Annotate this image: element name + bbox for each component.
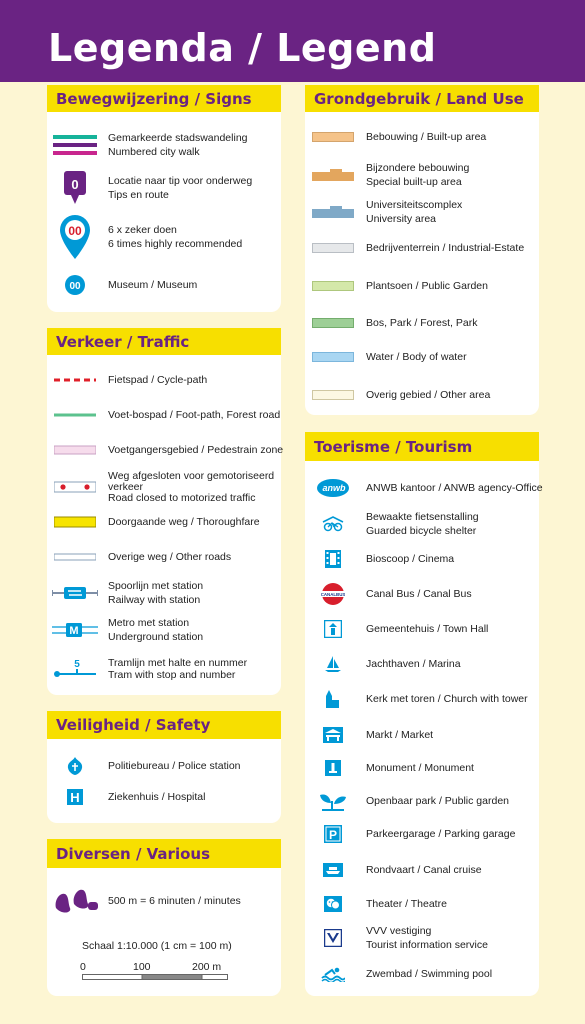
svg-text:H: H	[70, 790, 80, 805]
legend-row	[306, 923, 488, 953]
header-bar	[0, 0, 585, 82]
canal-bus-icon	[306, 579, 360, 609]
industrial-swatch	[306, 233, 360, 263]
swatch-fill	[312, 243, 354, 253]
legend-row	[48, 751, 241, 781]
legend-row	[48, 365, 207, 395]
legend-row	[306, 544, 454, 574]
legend-label: Rondvaart / Canal cruise	[366, 864, 482, 876]
legend-label: Gemarkeerde stadswandeling Numbered city walk	[108, 132, 248, 158]
legend-label: Bijzondere bebouwing Special built-up area	[366, 162, 470, 188]
swimming-pool-icon	[306, 959, 360, 989]
svg-text:0: 0	[71, 177, 79, 192]
legend-label: Voet-bospad / Foot-path, Forest road	[108, 409, 281, 421]
foot-path-icon	[48, 400, 102, 430]
legend-row	[306, 959, 492, 989]
swatch-fill	[312, 318, 354, 328]
tourism-title: Toerisme / Tourism	[305, 432, 539, 461]
page-title: Legenda / Legend	[48, 26, 437, 70]
swatch-fill	[312, 281, 354, 291]
legend-row	[306, 855, 482, 885]
university-swatch	[306, 197, 360, 227]
legend-label: Plantsoen / Public Garden	[366, 280, 488, 292]
swatch-fill	[312, 390, 354, 400]
legend-label: Canal Bus / Canal Bus	[366, 588, 472, 600]
legend-row	[306, 614, 488, 644]
church-icon	[306, 684, 360, 714]
legend-label: Politiebureau / Police station	[108, 760, 241, 772]
legend-row	[48, 615, 203, 645]
special-built-up-swatch	[306, 160, 360, 190]
tram-stop-icon	[48, 652, 102, 686]
anwb-icon	[306, 473, 360, 503]
vvv-icon	[306, 923, 360, 953]
market-icon	[306, 720, 360, 750]
legend-row	[306, 197, 462, 227]
legend-label: Bioscoop / Cinema	[366, 553, 455, 565]
legend-row	[48, 130, 248, 160]
legend-label: Ziekenhuis / Hospital	[108, 791, 206, 803]
pedestrian-zone-icon	[48, 435, 102, 465]
legend-label: Bebouwing / Built-up area	[366, 131, 487, 143]
traffic-title: Verkeer / Traffic	[47, 328, 281, 355]
legend-label: Gemeentehuis / Town Hall	[366, 623, 489, 635]
legend-label: ANWB kantoor / ANWB agency-Office	[366, 482, 543, 494]
landuse-title: Grondgebruik / Land Use	[305, 85, 539, 112]
legend-row	[48, 469, 274, 505]
svg-text:CANALBUS: CANALBUS	[321, 592, 345, 597]
scale-label: Schaal 1:10.000 (1 cm = 100 m)	[82, 940, 232, 952]
legend-label: Theater / Theatre	[366, 898, 447, 910]
other-area-swatch	[306, 380, 360, 410]
forest-park-swatch	[306, 308, 360, 338]
legend-row	[306, 308, 477, 338]
swatch-fill	[312, 132, 354, 142]
legend-row	[48, 400, 280, 430]
legend-row	[306, 342, 467, 372]
theatre-icon	[306, 889, 360, 919]
legend-row	[306, 473, 543, 503]
legend-row	[306, 271, 488, 301]
svg-text:M: M	[69, 625, 79, 637]
public-garden-icon	[306, 786, 360, 816]
legend-label: Bewaakte fietsenstalling Guarded bicycle shelter	[366, 511, 479, 537]
legend-row	[306, 122, 486, 152]
scale-tick-0: 0	[80, 961, 86, 973]
railway-station-icon	[48, 578, 102, 608]
hospital-icon	[48, 782, 102, 812]
canal-cruise-icon	[306, 855, 360, 885]
legend-row	[306, 889, 447, 919]
legend-label: 500 m = 6 minuten / minutes	[108, 895, 241, 907]
legend-label: Universiteitscomplex University area	[366, 199, 463, 225]
bicycle-shelter-icon	[306, 509, 360, 539]
legend-row	[48, 270, 197, 300]
legend-row	[306, 720, 433, 750]
svg-text:00: 00	[68, 224, 82, 238]
legend-label: Markt / Market	[366, 729, 434, 741]
svg-text:anwb: anwb	[322, 483, 346, 493]
legend-label: Jachthaven / Marina	[366, 658, 461, 670]
legend-row	[48, 652, 247, 686]
built-up-swatch	[306, 122, 360, 152]
legend-row	[306, 786, 509, 816]
footprints-icon	[48, 886, 102, 916]
legend-row	[48, 435, 283, 465]
legend-label: Bos, Park / Forest, Park	[366, 317, 478, 329]
purple-pin-icon	[48, 170, 102, 206]
public-garden-swatch	[306, 271, 360, 301]
city-walk-lines-icon	[48, 130, 102, 160]
legend-label: 6 x zeker doen 6 times highly recommended	[108, 224, 243, 250]
legend-row	[306, 579, 472, 609]
legend-row	[306, 819, 515, 849]
legend-row	[306, 753, 474, 783]
blue-pin-icon	[48, 214, 102, 260]
legend-label: VVV vestiging Tourist information service	[366, 925, 488, 951]
museum-circle-icon	[48, 270, 102, 300]
legend-row	[306, 684, 528, 714]
legend-label: Monument / Monument	[366, 762, 474, 774]
legend-label: Fietspad / Cycle-path	[108, 374, 208, 386]
legend-row	[306, 509, 479, 539]
metro-station-icon	[48, 615, 102, 645]
safety-title: Veiligheid / Safety	[47, 711, 281, 739]
legend-label: Weg afgesloten voor gemotoriseerd verkeer Road closed to motorized traffic	[108, 469, 275, 504]
legend-row	[48, 782, 205, 812]
legend-row	[306, 160, 469, 190]
legend-label: Water / Body of water	[366, 351, 467, 363]
legend-label: Museum / Museum	[108, 279, 198, 291]
legend-label: Voetgangersgebied / Pedestrain zone	[108, 444, 284, 456]
svg-text:P: P	[328, 828, 338, 842]
legend-label: Bedrijventerrein / Industrial-Estate	[366, 242, 525, 254]
legend-label: Locatie naar tip voor onderweg Tips en route	[108, 175, 253, 201]
legend-row	[48, 214, 242, 260]
legend-row	[306, 649, 461, 679]
monument-icon	[306, 753, 360, 783]
cinema-icon	[306, 544, 360, 574]
swatch-fill	[312, 352, 354, 362]
legend-label: Metro met station Underground station	[108, 617, 204, 643]
legend-row	[48, 578, 203, 608]
legend-label: Parkeergarage / Parking garage	[366, 828, 516, 840]
cycle-path-icon	[48, 365, 102, 395]
legend-label: Tramlijn met halte en nummer Tram with stop and number	[108, 657, 248, 681]
legend-row	[48, 170, 252, 206]
legend-label: Zwembad / Swimming pool	[366, 968, 493, 980]
legend-label: Spoorlijn met station Railway with station	[108, 580, 204, 606]
legend-row	[48, 886, 241, 916]
legend-row	[306, 233, 524, 263]
water-swatch	[306, 342, 360, 372]
legend-label: Openbaar park / Public garden	[366, 795, 510, 807]
legend-row	[306, 380, 490, 410]
legend-label: Overig gebied / Other area	[366, 389, 491, 401]
legend-label: Kerk met toren / Church with tower	[366, 693, 528, 705]
town-hall-icon	[306, 614, 360, 644]
legend-label: Overige weg / Other roads	[108, 551, 232, 563]
parking-icon	[306, 819, 360, 849]
legend-row	[48, 542, 231, 572]
thoroughfare-icon	[48, 507, 102, 537]
svg-text:00: 00	[69, 281, 81, 292]
other-roads-icon	[48, 542, 102, 572]
legend-row	[48, 507, 260, 537]
scale-tick-100: 100	[133, 961, 151, 973]
police-icon	[48, 751, 102, 781]
svg-text:5: 5	[74, 659, 80, 670]
signs-title: Bewegwijzering / Signs	[47, 85, 281, 112]
scale-tick-200: 200 m	[192, 961, 222, 973]
legend-label: Doorgaande weg / Thoroughfare	[108, 516, 260, 528]
closed-road-icon	[48, 469, 102, 505]
marina-icon	[306, 649, 360, 679]
various-title: Diversen / Various	[47, 839, 281, 868]
scale-bar	[82, 973, 228, 981]
